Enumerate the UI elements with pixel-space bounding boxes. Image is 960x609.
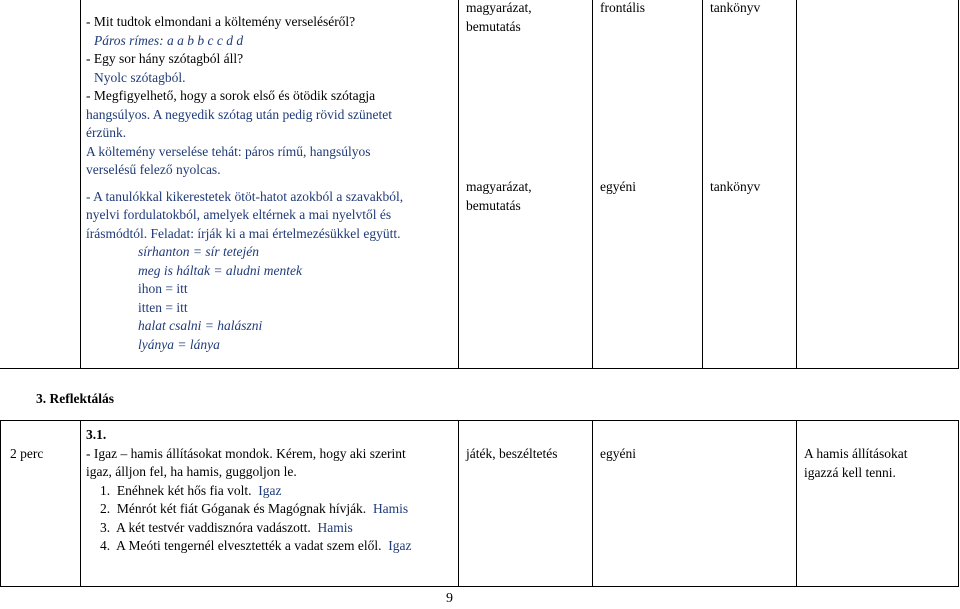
content-line: - Mit tudtok elmondani a költemény verseléséről? [86,14,356,29]
content-line: A költemény verselése tehát: páros rímű, hangsúlyos [86,143,371,159]
note-line: A hamis állításokat [804,446,908,461]
content-line: nyelvi fordulatokból, amelyek eltérnek a mai nyelvtől és [86,207,392,222]
border [80,0,81,368]
method-line: magyarázat, [466,179,532,194]
statement-text: A Meóti tengernél elvesztették a vadat szem elől. [116,538,389,553]
statement-text: A két testvér vaddisznóra vadászott. [116,519,318,535]
border [796,420,797,587]
content-line: sírhanton = sír tetején [138,244,259,259]
reflection-content-cell [86,426,456,556]
statement-item [86,482,444,501]
border [796,0,797,368]
content-line: - Egy sor hány szótagból áll? [86,51,244,66]
reflection-heading: 3.1. [86,427,107,442]
method-line: magyarázat, [466,0,532,15]
content-line: Nyolc szótagból. [94,69,186,85]
border [458,420,459,587]
content-line: itten = itt [138,299,188,315]
org-cell-a: frontális [600,0,645,15]
intro-line: igaz, álljon fel, ha hamis, guggoljon le. [86,464,297,479]
method-line: bemutatás [466,197,521,213]
border [592,420,593,587]
border [958,420,959,587]
statement-item [86,500,444,519]
time-cell: 2 perc [10,446,44,461]
method-cell-2: játék, beszéltetés [466,446,558,461]
statement-answer: Igaz [258,482,282,498]
section-title: 3. Reflektálás [36,391,114,406]
border [958,0,959,368]
statement-number: 1. [100,482,117,498]
org-cell-b: egyéni [600,179,636,194]
intro-line: - Igaz – hamis állításokat mondok. Kérem, hogy aki szerint [86,445,406,461]
statement-answer: Hamis [317,519,353,535]
org-cell-2: egyéni [600,446,636,461]
content-line: meg is háltak = aludni mentek [138,262,302,278]
border [80,420,81,587]
border [0,368,959,369]
statement-text: Ménrót két fiát Góganak és Magógnak hívják. [116,501,373,516]
lesson-content-cell [86,13,456,354]
statement-number: 4. [100,538,117,553]
content-line: lyánya = lánya [138,336,220,352]
content-line: - A tanulókkal kikerestetek ötöt-hatot azokból a szavakból, [86,188,404,204]
method-line: bemutatás [466,18,521,34]
method-cell-b [466,178,532,215]
border [458,0,459,368]
border [0,420,959,421]
statement-number: 3. [100,519,117,535]
statement-answer: Hamis [372,501,409,516]
content-line: érzünk. [86,125,127,140]
statement-item [86,537,444,556]
statement-answer: Igaz [388,538,412,553]
statement-item [86,519,444,538]
content-line: Páros rímes: a a b b c c d d [94,32,244,48]
tool-cell-a: tankönyv [710,0,761,15]
content-line: hangsúlyos. A negyedik szótag után pedig rövid szünetet [86,106,392,122]
tool-cell-b: tankönyv [710,179,761,194]
content-line: ihon = itt [138,281,188,296]
note-line: igazzá kell tenni. [804,464,896,480]
method-cell-a [466,0,532,36]
border [0,420,1,587]
content-line: - Megfigyelhető, hogy a sorok első és ötödik szótagja [86,88,376,103]
border [0,586,959,587]
statement-number: 2. [100,501,117,516]
note-cell [804,445,908,482]
content-line: halat csalni = halászni [138,318,263,333]
border [702,0,703,368]
content-line: írásmódtól. Feladat: írják ki a mai értelmezésükkel együtt. [86,225,401,241]
border [592,0,593,368]
content-line: verselésű felező nyolcas. [86,162,221,177]
page-number: 9 [446,591,453,606]
statement-text: Enéhnek két hős fia volt. [116,482,259,498]
